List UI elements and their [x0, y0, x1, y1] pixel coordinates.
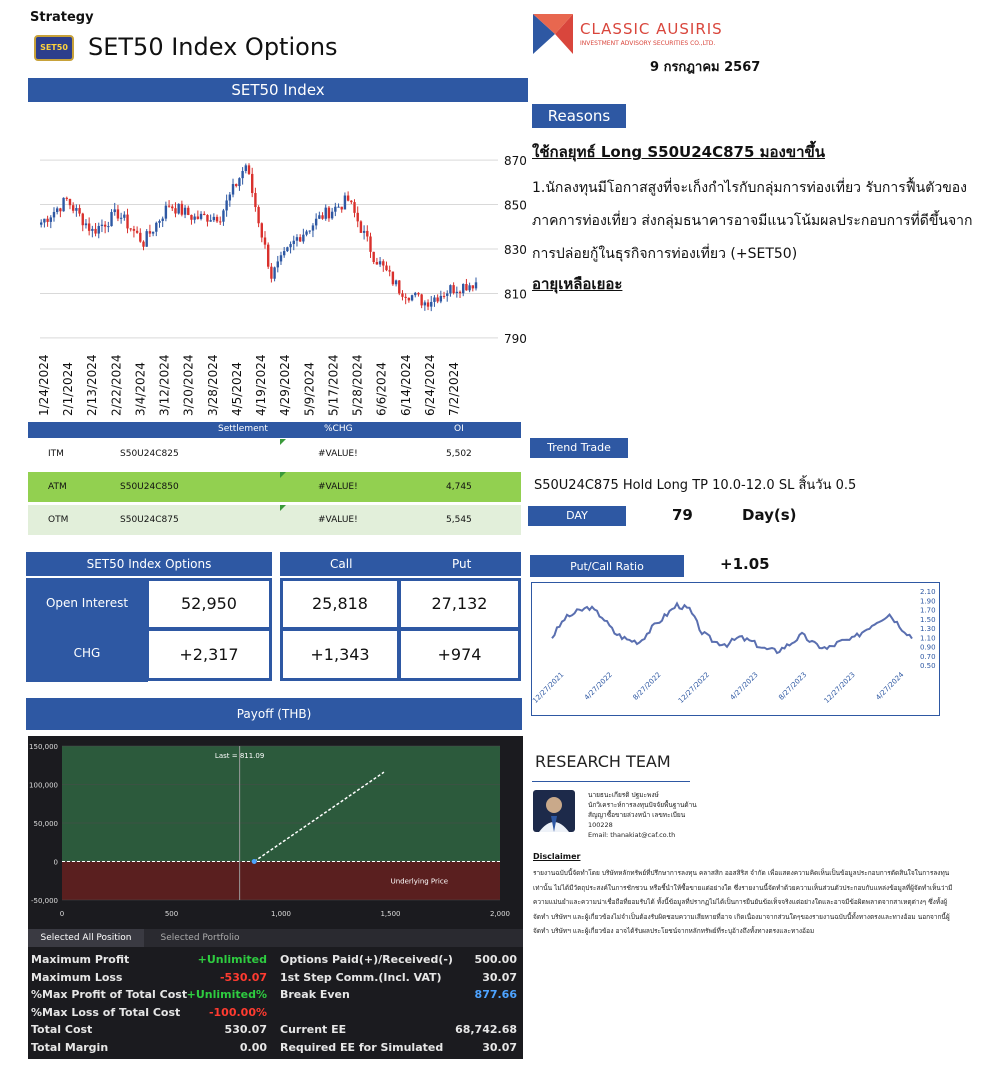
research-team-header: RESEARCH TEAM — [535, 752, 671, 771]
y-tick-label: 830 — [504, 243, 527, 257]
candle-body — [130, 228, 132, 229]
day-unit: Day(s) — [742, 506, 797, 524]
candle-body — [146, 231, 148, 247]
oi-put-value: 27,132 — [398, 578, 521, 630]
cell-marker-icon — [280, 439, 286, 445]
oi-summary-header: SET50 Index Options — [26, 552, 272, 576]
candle-body — [152, 232, 154, 234]
x-tick-label: 5/17/2024 — [326, 354, 341, 416]
candle-body — [78, 208, 80, 214]
candle-body — [114, 209, 116, 212]
pcr-x-tick: 8/27/2023 — [777, 670, 809, 702]
stat-label: Options Paid(+)/Received(-) — [280, 953, 453, 966]
candle-body — [459, 292, 461, 293]
candle-body — [424, 302, 426, 305]
candle-body — [241, 171, 243, 178]
x-tick-label: 6/6/2024 — [374, 362, 389, 416]
candle-body — [446, 293, 448, 296]
chg-total-value: +2,317 — [146, 628, 272, 681]
set50-candlestick-chart — [28, 104, 528, 420]
candle-body — [357, 213, 359, 222]
stat-label: %Max Loss of Total Cost — [31, 1005, 181, 1019]
candle-body — [56, 208, 58, 212]
day-value: 79 — [672, 506, 693, 524]
trend-line: S50U24C875 Hold Long TP 10.0-12.0 SL สิ้นวัน 0.5 — [534, 478, 857, 493]
candle-body — [440, 296, 442, 302]
stat-label: Total Cost — [31, 1023, 93, 1037]
candle-body — [261, 223, 263, 237]
analyst-email: Email: thanakiat@caf.co.th — [588, 831, 676, 839]
stat-value: -100.00% — [208, 1005, 267, 1019]
candle-body — [168, 206, 170, 207]
candle-body — [302, 235, 304, 242]
candle-body — [312, 225, 314, 230]
candle-body — [366, 231, 368, 237]
pcr-x-tick: 8/27/2022 — [631, 670, 663, 702]
stat-value: 500.00 — [474, 953, 517, 966]
candle-body — [273, 267, 275, 278]
stat-value: 30.07 — [482, 1041, 517, 1054]
candle-body — [408, 298, 410, 300]
candle-body — [91, 229, 93, 231]
candle-body — [213, 217, 215, 220]
remaining-note: อายุเหลือเยอะ — [532, 275, 623, 293]
candle-body — [69, 199, 71, 205]
pcr-x-tick: 4/27/2024 — [874, 670, 906, 702]
candle-body — [229, 195, 231, 201]
payoff-tabs — [28, 929, 523, 947]
candle-body — [280, 255, 282, 261]
candle-body — [72, 205, 74, 211]
stat-label: Required EE for Simulated — [280, 1041, 444, 1054]
candle-body — [283, 251, 285, 255]
x-tick-label: 3/28/2024 — [205, 354, 220, 416]
candle-body — [46, 219, 48, 222]
candle-body — [318, 215, 320, 218]
strategy-label: Strategy — [30, 10, 94, 25]
disclaimer-text: รายงานฉบับนี้จัดทำโดย บริษัทหลักทรัพย์ที่ปรึกษาการลงทุน คลาสสิก ออสสิริส จำกัด เพื่อแสดงความคิดเห็นเป็นข้อมูลประกอบการตัดสินใจในการลงทุนเท่านั้น ไม่ได้มีวัตถุประสงค์ในการชักชวน หรือชี้นำให้ซื้อขายแต่อย่างใด ซึ่งรายงานนี้จัดทำด้วยความเห็นส่วนตัวประกอบกับแหล่งข้อมูลที่ผู้จัดทำเห็นว่ามีความแม่นยำและความน่าเชื่อถือที่ยอมรับได้ ทั้งนี้ข้อมูลที่ปรากฏไม่ได้เป็นการยืนยันข้อเท็จจริงแต่อย่างใดและอาจมีข้อผิดพลาดจากสาเหตุต่างๆ ซึ่งทั้งผู้จัดทำ บริษัทฯ และผู้เกี่ยวข้องไม่จำเป็นต้องรับผิดชอบความเสียหายที่อาจ เกิดเนื่องมาจากส่วนใดๆของรายงานฉบับนี้ทั้งทางตรงและทางอ้อม นอกจากนี้ผู้จัดทำ บริษัทฯ และผู้เกี่ยวข้อง อาจได้รับผลประโยชน์จากหลักทรัพย์ที่ระบุอ้างถึงทั้งทางตรงและทางอ้อม — [533, 869, 953, 935]
oi-row-labels — [26, 578, 148, 682]
index-chart-header: SET50 Index — [28, 78, 528, 102]
candle-body — [462, 284, 464, 293]
analyst-license-label: สัญญาซื้อขายล่วงหน้า เลขทะเบียน — [588, 811, 686, 819]
chg-call-value: +1,343 — [280, 628, 400, 681]
candle-body — [465, 284, 467, 290]
candle-body — [315, 219, 317, 226]
stat-label: %Max Profit of Total Cost — [31, 988, 188, 1002]
candle-body — [174, 208, 176, 213]
brand-name: CLASSIC AUSIRIS — [580, 20, 723, 38]
y-tick-label: 810 — [504, 287, 527, 302]
series-code: S50U24C875 — [120, 515, 179, 525]
candle-body — [245, 165, 247, 171]
candle-body — [126, 215, 128, 229]
payoff-x-tick: 500 — [164, 910, 179, 918]
oi-total-value: 52,950 — [146, 578, 272, 630]
stat-value: 530.07 — [224, 1023, 267, 1037]
open-interest-label: Open Interest — [45, 596, 129, 610]
table-row — [28, 505, 521, 535]
payoff-y-tick: -50,000 — [30, 897, 58, 905]
candle-body — [190, 215, 192, 220]
candle-body — [40, 222, 42, 224]
x-tick-label: 5/28/2024 — [350, 354, 365, 416]
oi-value: 5,502 — [446, 449, 472, 459]
pcr-y-tick: 2.10 — [920, 588, 936, 596]
candle-body — [392, 272, 394, 285]
table-row — [28, 472, 521, 502]
stat-value: 30.07 — [482, 970, 517, 984]
stat-label: Maximum Loss — [31, 970, 123, 984]
pcr-y-tick: 1.50 — [920, 615, 936, 624]
underlying-price-label: Underlying Price — [390, 877, 448, 886]
candle-body — [289, 244, 291, 247]
candle-body — [344, 196, 346, 210]
candle-body — [401, 293, 403, 296]
pcr-value: +1.05 — [720, 555, 770, 573]
candle-body — [88, 223, 90, 230]
candle-body — [232, 184, 234, 194]
candle-body — [203, 214, 205, 215]
pcr-x-tick: 12/27/2022 — [676, 670, 712, 705]
candle-body — [216, 217, 218, 222]
candle-body — [379, 261, 381, 264]
page-title: SET50 Index Options — [88, 33, 338, 61]
y-tick-label: 850 — [504, 198, 527, 213]
series-code: S50U24C825 — [120, 449, 179, 459]
candle-body — [328, 208, 330, 219]
pcr-y-tick: 0.90 — [920, 643, 936, 652]
candle-body — [123, 215, 125, 218]
put-header: Put — [452, 557, 472, 571]
oi-value: 4,745 — [446, 482, 472, 492]
candle-body — [293, 241, 295, 244]
pcr-x-tick: 12/27/2021 — [532, 670, 566, 705]
candle-body — [385, 266, 387, 271]
candle-body — [427, 302, 429, 306]
chg-header: %CHG — [324, 424, 353, 434]
pcr-chart-frame — [531, 582, 940, 716]
disclaimer-header: Disclaimer — [533, 852, 581, 861]
chg-label: CHG — [73, 646, 101, 660]
candle-body — [219, 221, 221, 222]
settlement-header: Settlement — [218, 424, 268, 434]
stat-value: 68,742.68 — [455, 1023, 517, 1037]
candle-body — [43, 219, 45, 223]
stat-label: Total Margin — [31, 1041, 109, 1054]
payoff-panel — [28, 736, 523, 1059]
candle-body — [98, 226, 100, 234]
candle-body — [177, 204, 179, 214]
pcr-x-tick: 12/27/2023 — [822, 670, 857, 705]
x-tick-label: 2/22/2024 — [109, 354, 124, 416]
candle-body — [417, 293, 419, 294]
candle-body — [388, 270, 390, 271]
pcr-y-tick: 1.70 — [920, 606, 936, 615]
candle-body — [161, 219, 163, 221]
moneyness-label: OTM — [48, 515, 69, 525]
candle-body — [363, 231, 365, 233]
report-date: 9 กรกฎาคม 2567 — [650, 60, 761, 75]
candle-body — [133, 229, 135, 231]
analyst-info — [588, 790, 697, 840]
day-label: DAY — [528, 506, 626, 526]
candle-body — [277, 261, 279, 267]
candle-body — [309, 231, 311, 232]
moneyness-label: ITM — [48, 449, 64, 459]
analyst-title: นักวิเคราะห์การลงทุนปัจจัยพื้นฐานด้าน — [588, 801, 697, 809]
candle-body — [382, 261, 384, 265]
payoff-x-tick: 2,000 — [489, 910, 511, 918]
candle-body — [350, 201, 352, 202]
x-tick-label: 2/1/2024 — [61, 362, 76, 416]
candle-body — [395, 280, 397, 284]
candle-body — [404, 297, 406, 298]
candle-body — [101, 225, 103, 226]
strategy-line: ใช้กลยุทธ์ Long S50U24C875 มองขาขึ้น — [532, 143, 826, 161]
candle-body — [369, 236, 371, 251]
payoff-y-tick: 50,000 — [33, 820, 58, 828]
candle-body — [184, 208, 186, 215]
candle-body — [360, 221, 362, 233]
chg-value: #VALUE! — [318, 515, 358, 525]
candle-body — [321, 215, 323, 218]
candle-body — [376, 262, 378, 264]
payoff-x-tick: 0 — [59, 910, 65, 918]
pcr-line-chart — [532, 583, 939, 715]
candle-body — [347, 196, 349, 201]
candle-body — [443, 296, 445, 297]
candle-body — [325, 208, 327, 219]
candle-body — [94, 229, 96, 234]
x-tick-label: 6/24/2024 — [422, 354, 437, 416]
candle-body — [206, 215, 208, 222]
pcr-header: Put/Call Ratio — [530, 555, 684, 577]
stat-value: +Unlimited% — [186, 988, 267, 1002]
x-tick-label: 4/29/2024 — [278, 354, 293, 416]
series-code: S50U24C850 — [120, 482, 179, 492]
candle-body — [66, 198, 68, 199]
brand-logo-icon — [533, 14, 573, 54]
candle-body — [181, 204, 183, 215]
candle-body — [117, 209, 119, 218]
candle-body — [372, 252, 374, 262]
candle-body — [334, 207, 336, 212]
candle-body — [449, 285, 451, 293]
pcr-y-tick: 1.90 — [920, 597, 936, 606]
candle-body — [430, 302, 432, 307]
oi-header: OI — [454, 424, 464, 434]
brand-subtitle: INVESTMENT ADVISORY SECURITIES CO.,LTD. — [580, 40, 716, 47]
candle-body — [235, 184, 237, 186]
stat-value: 0.00 — [239, 1041, 267, 1054]
candle-body — [50, 217, 52, 221]
candle-body — [104, 225, 106, 227]
candle-body — [82, 214, 84, 226]
pcr-y-tick: 1.10 — [920, 634, 936, 643]
tab-selected-portfolio[interactable]: Selected Portfolio — [160, 933, 240, 943]
candle-body — [53, 212, 55, 217]
candle-body — [299, 237, 301, 241]
candle-body — [468, 285, 470, 290]
candle-body — [136, 231, 138, 233]
candle-body — [149, 231, 151, 233]
candle-body — [197, 217, 199, 219]
candle-body — [139, 233, 141, 242]
candle-body — [267, 245, 269, 267]
payoff-x-tick: 1,000 — [270, 910, 292, 918]
call-put-header — [280, 552, 521, 576]
candle-body — [75, 208, 77, 211]
chg-value: #VALUE! — [318, 449, 358, 459]
analyst-avatar — [533, 790, 575, 832]
candle-body — [200, 214, 202, 219]
profit-zone — [62, 746, 500, 862]
pcr-y-tick: 1.30 — [920, 625, 936, 633]
set50-logo-icon: SET50 — [34, 35, 74, 61]
x-tick-label: 5/9/2024 — [302, 362, 317, 416]
chg-value: #VALUE! — [318, 482, 358, 492]
x-tick-label: 4/19/2024 — [254, 354, 269, 416]
chg-put-value: +974 — [398, 628, 521, 681]
reasons-header: Reasons — [532, 104, 626, 128]
stat-label: 1st Step Comm.(Incl. VAT) — [280, 970, 442, 984]
candle-body — [436, 297, 438, 301]
payoff-y-tick: 150,000 — [29, 743, 58, 751]
candle-body — [264, 238, 266, 245]
payoff-y-tick: 100,000 — [29, 781, 58, 790]
candle-body — [257, 207, 259, 223]
break-even-marker — [252, 859, 257, 864]
stat-label: Current EE — [280, 1023, 347, 1037]
candle-body — [398, 280, 400, 293]
payoff-chart — [28, 736, 523, 928]
y-tick-label: 790 — [504, 331, 527, 346]
x-tick-label: 3/4/2024 — [133, 362, 148, 416]
stat-label: Break Even — [280, 988, 350, 1002]
trend-header: Trend Trade — [530, 438, 628, 458]
pcr-x-tick: 4/27/2023 — [728, 670, 760, 702]
analyst-license-no: 100228 — [588, 821, 613, 829]
pcr-y-tick: 0.70 — [920, 652, 936, 661]
candle-body — [85, 223, 87, 225]
candle-body — [270, 267, 272, 279]
divider — [532, 781, 690, 782]
candle-body — [59, 208, 61, 211]
candle-body — [331, 212, 333, 219]
candle-body — [155, 223, 157, 232]
pcr-series-line — [552, 603, 912, 653]
candle-body — [475, 282, 477, 288]
candle-body — [472, 285, 474, 288]
stat-value: 877.66 — [474, 988, 517, 1002]
candle-body — [420, 294, 422, 305]
candle-body — [286, 247, 288, 251]
candle-body — [248, 165, 250, 174]
x-tick-label: 4/5/2024 — [229, 362, 244, 416]
moneyness-label: ATM — [48, 482, 67, 492]
cell-marker-icon — [280, 472, 286, 478]
stat-value: +Unlimited — [197, 953, 267, 966]
candle-body — [62, 198, 64, 211]
pcr-x-tick: 4/27/2022 — [582, 670, 614, 702]
payoff-x-tick: 1,500 — [380, 910, 401, 918]
x-tick-label: 3/12/2024 — [157, 354, 172, 416]
x-tick-label: 2/13/2024 — [85, 354, 100, 416]
payoff-y-tick: 0 — [53, 858, 58, 867]
candle-body — [120, 218, 122, 219]
reason-text: 1.นักลงทุนมีโอกาสสูงที่จะเก็งกำไรกับกลุ่มการท่องเที่ยว รับการฟื้นตัวของภาคการท่องเที่ยว ส่งกลุ่มธนาคารอาจมีแนวโน้มผลประกอบการที่ดีขึ้นจากการปล่อยกู้ในธุรกิจการท่องเที่ยว (+SET50) — [532, 180, 973, 262]
x-tick-label: 7/2/2024 — [447, 362, 461, 416]
candle-body — [107, 226, 109, 227]
candle-body — [296, 237, 298, 241]
candle-body — [222, 210, 224, 221]
candle-body — [341, 207, 343, 210]
stat-label: Maximum Profit — [31, 953, 130, 966]
candle-body — [452, 285, 454, 293]
tab-selected-all-position[interactable]: Selected All Position — [28, 929, 144, 947]
candle-body — [110, 212, 112, 226]
candle-body — [254, 193, 256, 207]
candle-body — [337, 207, 339, 208]
candle-body — [193, 217, 195, 220]
candle-body — [158, 221, 160, 223]
payoff-header: Payoff (THB) — [26, 698, 522, 730]
candle-body — [433, 297, 435, 301]
x-tick-label: 3/20/2024 — [181, 354, 196, 416]
candle-body — [305, 231, 307, 234]
series-table-header — [28, 422, 521, 438]
cell-marker-icon — [280, 505, 286, 511]
candle-body — [238, 178, 240, 186]
x-tick-label: 6/14/2024 — [398, 354, 413, 416]
oi-call-value: 25,818 — [280, 578, 400, 630]
candle-body — [251, 174, 253, 193]
last-price-label: Last = 811.09 — [214, 752, 265, 760]
candle-body — [414, 293, 416, 295]
candle-body — [209, 220, 211, 221]
candle-body — [187, 208, 189, 215]
oi-value: 5,545 — [446, 515, 472, 525]
call-header: Call — [330, 557, 353, 571]
pcr-y-tick: 0.50 — [920, 662, 936, 670]
candle-body — [165, 206, 167, 219]
candle-body — [411, 295, 413, 300]
y-tick-label: 870 — [504, 154, 527, 169]
candle-body — [142, 242, 144, 247]
analyst-name: นายธนะเกียรติ ปฐมะพงษ์ — [588, 791, 659, 799]
candle-body — [353, 202, 355, 213]
stat-value: -530.07 — [219, 970, 267, 984]
candle-body — [225, 200, 227, 210]
table-row — [28, 439, 521, 469]
candle-body — [456, 292, 458, 293]
candle-body — [171, 207, 173, 209]
x-tick-label: 1/24/2024 — [37, 354, 51, 416]
